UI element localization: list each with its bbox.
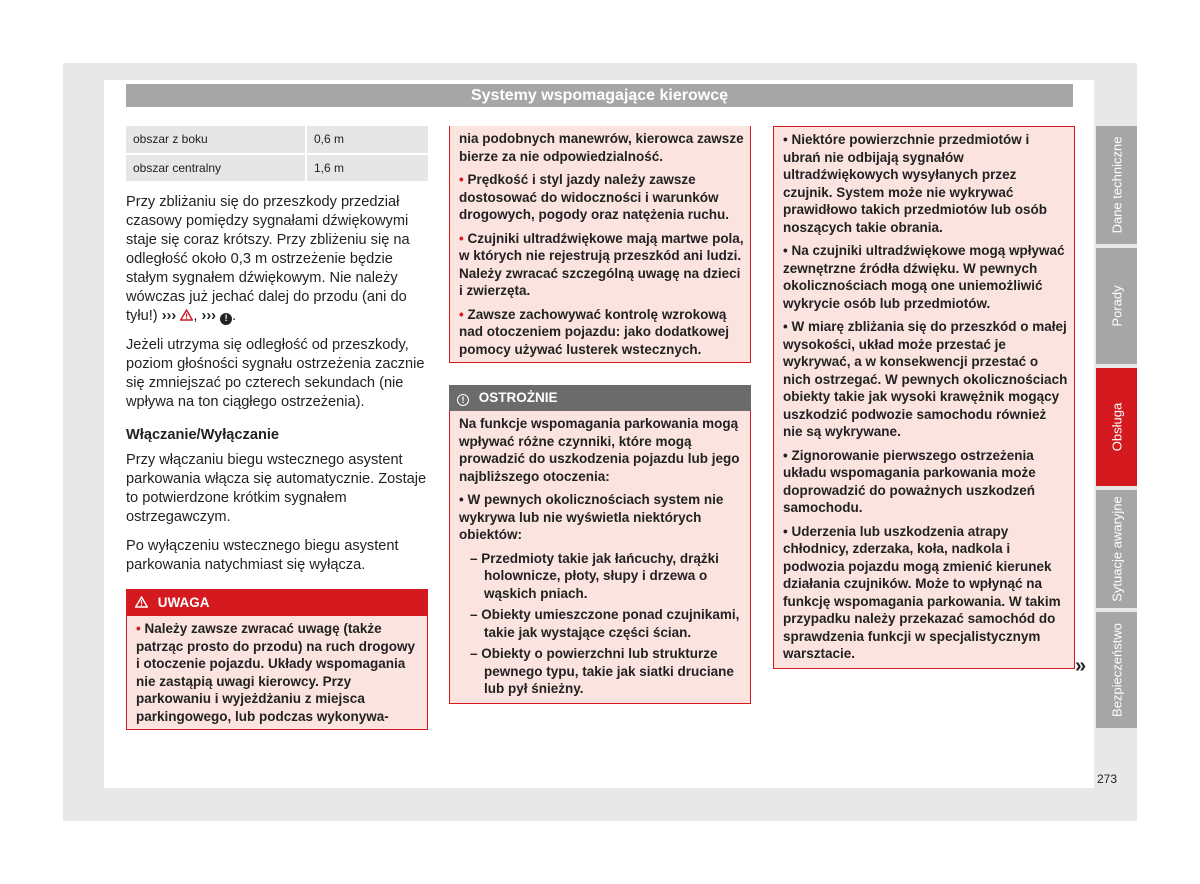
- warning-item-text: Należy zawsze zwracać uwagę (także patrząc prosto do przodu) na ruch drogowy i otoczenie pojazdu. Układy wspomagania nie zastąpią uwagi kierowcy. Przy parkowaniu i wyjeżdżaniu z miejsca parkingowego, lub podczas wykonywa-: [136, 621, 416, 724]
- caution-item: [459, 491, 744, 544]
- paragraph: Jeżeli utrzyma się odległość od przeszkody, poziom głośności sygnału ostrzeżenia zacznie się zmniejszać po czterech sekundach (nie wpływa na ton ciągłego ostrzeżenia).: [126, 337, 425, 410]
- warning-item: [136, 620, 421, 725]
- warning-lead: nia podobnych manewrów, kierowca zawsze bierze za nie odpowiedzialność.: [459, 131, 744, 164]
- warning-box: [126, 589, 428, 730]
- table-cell: 1,6 m: [306, 154, 428, 182]
- warning-body-continued: [449, 126, 751, 363]
- caution-item: • Uderzenia lub uszkodzenia atrapy chłodnicy, zderzaka, koła, nadkola i podwozia pojazdu mogą zmienić kierunek działania czujników. Może to wpłynąć na funkcję wspomagania parkowania. W takim przypadku należy przekazać samochód do sprawdzenia funkcji w specjalistycznym warsztacie.: [783, 523, 1061, 661]
- column-2: [449, 126, 751, 704]
- caution-item-text: Niektóre powierzchnie przedmiotów i ubrań nie odbijają sygnałów ultradźwiękowych wysyłanych przez czujnik. System może nie wykrywać prawidłowo takich przedmiotów lub osób noszących takie obrania.: [783, 132, 1048, 235]
- caution-item-text: W pewnych okolicznościach system nie wykrywa lub nie wyświetla niektórych obiektów:: [459, 492, 724, 542]
- warning-header: [127, 590, 427, 616]
- warning-item-text: Czujniki ultradźwiękowe mają martwe pola, w których nie rejestrują przeszkód ani ludzi. Należy zwracać szczególną uwagę na dzieci i zwierzęta.: [459, 230, 744, 298]
- caution-subitem-text: Obiekty umieszczone ponad czujnikami, takie jak wystające części ścian.: [481, 607, 740, 640]
- warning-item: [459, 306, 744, 359]
- bullet-dot: •: [459, 306, 464, 322]
- column-1: [126, 126, 428, 730]
- caution-item-text: Zignorowanie pierwszego ostrzeżenia układu wspomagania parkowania może doprowadzić do poważnych uszkodzeń samochodu.: [783, 447, 1036, 515]
- table-row: [126, 126, 428, 154]
- bullet-dot: •: [459, 172, 464, 187]
- caution-subitem-text: Przedmioty takie jak łańcuchy, drążki holownicze, płoty, słupy i drzewa o wąskich pniach.: [481, 550, 719, 601]
- cross-ref-arrows: ›››: [201, 308, 217, 324]
- sidebar-tab-label: Sytuacje awaryjne: [1109, 496, 1124, 602]
- warning-item: [459, 171, 744, 224]
- sidebar-tab-bezpieczenstwo[interactable]: [1096, 612, 1137, 728]
- caution-subitem-text: Obiekty o powierzchni lub strukturze pewnego typu, takie jak siatki druciane lub pył śnieżny.: [481, 646, 734, 696]
- sidebar-tab-obsluga[interactable]: [1096, 368, 1137, 486]
- table-cell: obszar centralny: [126, 154, 306, 182]
- table-row: [126, 154, 428, 182]
- sidebar-tab-label: Bezpieczeństwo: [1109, 623, 1124, 717]
- warning-triangle-icon: [135, 596, 148, 608]
- caution-header: [449, 385, 751, 411]
- caution-subitem: – Obiekty o powierzchni lub strukturze pewnego typu, takie jak siatki druciane lub pył śnieżny.: [470, 646, 734, 696]
- sidebar-tab-label: Dane techniczne: [1109, 136, 1124, 234]
- caution-box: [449, 385, 751, 704]
- caution-item-text: W miarę zbliżania się do przeszkód o małej wysokości, układ może przestać je wykrywać, a w konsekwencji przestać o nich ostrzegać. W pewnych okolicznościach obiekty takie jak wysoki krawężnik mogący uszkodzić podwozie samochodu również nie są wykrywane.: [783, 319, 1068, 439]
- warning-title: UWAGA: [157, 595, 210, 610]
- table-cell: 0,6 m: [306, 126, 428, 154]
- section-header: Systemy wspomagające kierowcę: [126, 84, 1073, 107]
- sidebar-tab-porady[interactable]: [1096, 248, 1137, 364]
- sidebar-tab-label: Obsługa: [1109, 402, 1124, 452]
- caution-item: • Niektóre powierzchnie przedmiotów i ubrań nie odbijają sygnałów ultradźwiękowych wysyłanych przez czujnik. System może nie wykrywać prawidłowo takich przedmiotów lub osób noszących takie obrania.: [783, 132, 1048, 235]
- bullet-dot: •: [459, 230, 464, 246]
- sidebar-tab-label: Porady: [1109, 285, 1124, 327]
- attention-circle-icon: !: [220, 313, 232, 325]
- caution-title: OSTROŻNIE: [478, 390, 558, 405]
- caution-item: • Na czujniki ultradźwiękowe mogą wpływać zewnętrzne źródła dźwięku. W pewnych okolicznościach mogą one uniemożliwić wykrycie osób lub przedmiotów.: [783, 243, 1065, 311]
- caution-item-text: Na czujniki ultradźwiękowe mogą wpływać zewnętrzne źródła dźwięku. W pewnych okolicznościach mogą one uniemożliwić wykrycie osób lub przedmiotów.: [783, 243, 1065, 311]
- warning-triangle-icon: [180, 309, 193, 321]
- cross-ref-arrows: ›››: [161, 308, 177, 324]
- caution-item: • Zignorowanie pierwszego ostrzeżenia układu wspomagania parkowania może doprowadzić do poważnych uszkodzeń samochodu.: [783, 447, 1036, 515]
- caution-item-text: Uderzenia lub uszkodzenia atrapy chłodnicy, zderzaka, koła, nadkola i podwozia pojazdu mogą zmienić kierunek działania czujników. Może to wpłynąć na funkcję wspomagania parkowania. W takim przypadku należy przekazać samochód do sprawdzenia funkcji w specjalistycznym warsztacie.: [783, 523, 1061, 661]
- sidebar-tab-dane-techniczne[interactable]: [1096, 126, 1137, 244]
- sidebar-tab-sytuacje-awaryjne[interactable]: [1096, 490, 1137, 608]
- column-3: [773, 126, 1075, 669]
- paragraph: Po wyłączeniu wstecznego biegu asystent parkowania natychmiast się wyłącza.: [126, 538, 399, 573]
- paragraph-text: Przy zbliżaniu się do przeszkody przedział czasowy pomiędzy sygnałami dźwiękowymi staje się coraz krótszy. Przy zbliżeniu się na odległość około 0,3 m ostrzeżenie będzie stałym sygnałem dźwiękowym. Nie należy wówczas już jechać dalej do przodu (ani do tyłu!): [126, 194, 410, 324]
- subheading: Włączanie/Wyłączanie: [126, 427, 280, 443]
- table-cell: obszar z boku: [126, 126, 306, 154]
- warning-item-text: Zawsze zachowywać kontrolę wzrokową nad otoczeniem pojazdu: jako dodatkowej pomocy używać lusterek wstecznych.: [459, 306, 730, 357]
- caution-intro: Na funkcje wspomagania parkowania mogą wpływać różne czynniki, które mogą prowadzić do uszkodzenia pojazdu lub jego najbliższego otoczenia:: [459, 416, 740, 484]
- caution-circle-icon: !: [457, 394, 469, 406]
- page-number: 273: [1097, 772, 1118, 786]
- caution-subitem: – Przedmioty takie jak łańcuchy, drążki holownicze, płoty, słupy i drzewa o wąskich pniach.: [470, 550, 719, 601]
- bullet-dot: •: [459, 492, 464, 507]
- caution-body-continued: [773, 126, 1075, 669]
- warning-body: [127, 616, 427, 729]
- distance-table: [126, 126, 428, 183]
- caution-item: • W miarę zbliżania się do przeszkód o małej wysokości, układ może przestać je wykrywać, a w konsekwencji przestać o nich ostrzegać. W pewnych okolicznościach obiekty takie jak wysoki krawężnik mogący uszkodzić podwozie samochodu również nie są wykrywane.: [783, 319, 1068, 439]
- caution-body: [449, 411, 751, 704]
- caution-subitem: – Obiekty umieszczone ponad czujnikami, takie jak wystające części ścian.: [470, 607, 740, 640]
- warning-item-text: Prędkość i styl jazdy należy zawsze dostosować do widoczności i warunków drogowych, pogody oraz natężenia ruchu.: [459, 172, 730, 222]
- paragraph: Przy włączaniu biegu wstecznego asystent parkowania włącza się automatycznie. Zostaje to potwierdzone krótkim sygnałem ostrzegawczym.: [126, 452, 427, 525]
- paragraph: Przy zbliżaniu się do przeszkody przedział czasowy pomiędzy sygnałami dźwiękowymi staje się coraz krótszy. Przy zbliżeniu się na odległość około 0,3 m ostrzeżenie będzie stałym sygnałem dźwiękowym. Nie należy wówczas już jechać dalej do przodu (ani do tyłu!) ››› , ››› ! .: [126, 194, 410, 324]
- bullet-dot: •: [136, 621, 141, 636]
- warning-item: [459, 230, 744, 300]
- continue-mark: »: [1075, 655, 1087, 677]
